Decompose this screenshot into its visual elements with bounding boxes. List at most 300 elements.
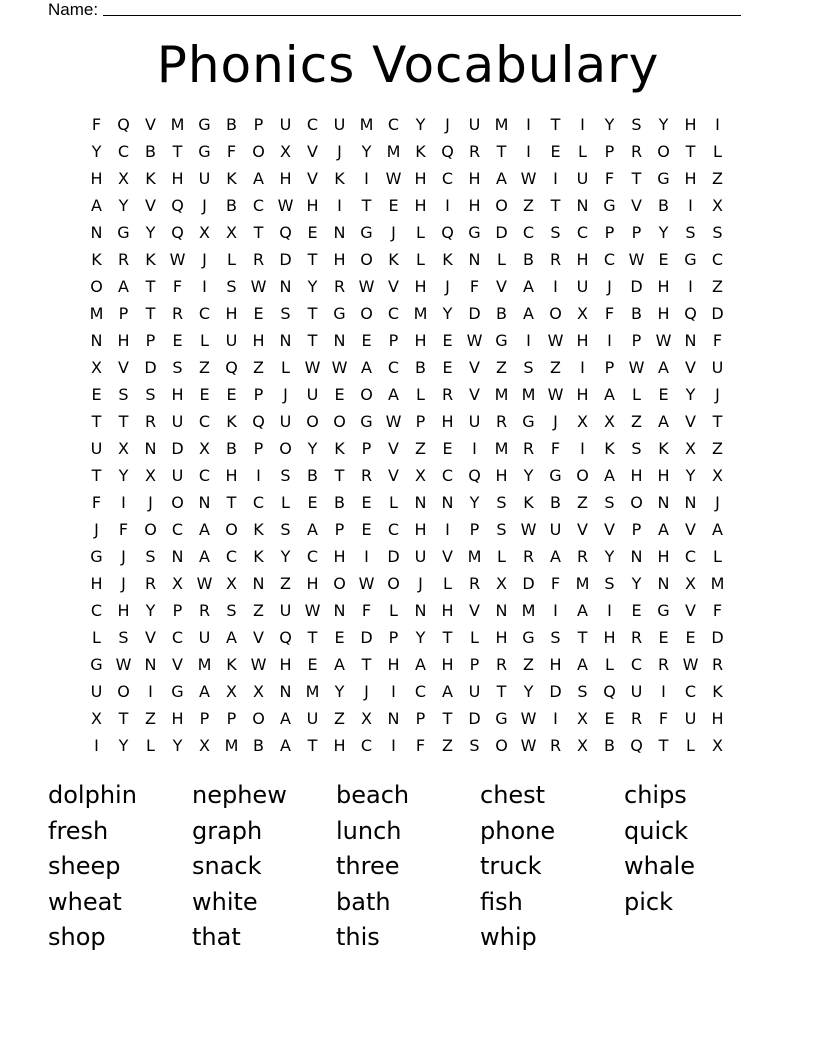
grid-letter[interactable]: F: [550, 439, 561, 458]
grid-letter[interactable]: I: [607, 331, 612, 350]
grid-letter[interactable]: P: [469, 655, 480, 674]
grid-letter[interactable]: L: [416, 250, 425, 269]
grid-letter[interactable]: J: [391, 223, 396, 242]
grid-letter[interactable]: H: [414, 169, 427, 188]
grid-letter[interactable]: A: [577, 601, 588, 620]
grid-letter[interactable]: T: [712, 412, 723, 431]
grid-letter[interactable]: U: [198, 169, 211, 188]
grid-letter[interactable]: Z: [523, 196, 534, 215]
grid-letter[interactable]: Y: [145, 223, 156, 242]
grid-letter[interactable]: O: [630, 493, 643, 512]
grid-letter[interactable]: V: [172, 655, 183, 674]
grid-letter[interactable]: L: [416, 223, 425, 242]
grid-letter[interactable]: D: [495, 223, 508, 242]
grid-letter[interactable]: M: [494, 115, 509, 134]
grid-letter[interactable]: S: [226, 601, 237, 620]
grid-letter[interactable]: I: [391, 682, 396, 701]
grid-letter[interactable]: C: [630, 655, 643, 674]
grid-letter[interactable]: P: [334, 520, 345, 539]
grid-letter[interactable]: B: [334, 493, 345, 512]
grid-letter[interactable]: A: [388, 385, 399, 404]
grid-letter[interactable]: J: [715, 385, 720, 404]
grid-letter[interactable]: H: [441, 655, 454, 674]
grid-letter[interactable]: O: [360, 304, 373, 323]
grid-letter[interactable]: X: [712, 736, 723, 755]
grid-letter[interactable]: M: [89, 304, 104, 323]
grid-letter[interactable]: H: [468, 196, 481, 215]
grid-letter[interactable]: Q: [603, 682, 616, 701]
grid-letter[interactable]: J: [607, 277, 612, 296]
grid-letter[interactable]: L: [497, 250, 506, 269]
grid-letter[interactable]: R: [522, 439, 535, 458]
grid-letter[interactable]: Z: [253, 601, 264, 620]
grid-letter[interactable]: G: [360, 412, 373, 431]
grid-letter[interactable]: F: [172, 277, 183, 296]
grid-letter[interactable]: U: [630, 682, 643, 701]
grid-letter[interactable]: P: [604, 223, 615, 242]
grid-letter[interactable]: H: [333, 736, 346, 755]
grid-letter[interactable]: H: [711, 709, 724, 728]
grid-letter[interactable]: U: [576, 169, 589, 188]
grid-letter[interactable]: N: [414, 601, 427, 620]
grid-letter[interactable]: D: [549, 682, 562, 701]
grid-letter[interactable]: K: [604, 439, 615, 458]
grid-letter[interactable]: F: [91, 115, 102, 134]
grid-letter[interactable]: G: [171, 682, 184, 701]
grid-letter[interactable]: Z: [550, 358, 561, 377]
grid-letter[interactable]: S: [469, 736, 480, 755]
grid-letter[interactable]: H: [468, 169, 481, 188]
grid-letter[interactable]: R: [630, 709, 643, 728]
grid-letter[interactable]: G: [522, 628, 535, 647]
grid-letter[interactable]: S: [523, 358, 534, 377]
grid-letter[interactable]: A: [280, 736, 291, 755]
grid-letter[interactable]: A: [577, 655, 588, 674]
grid-letter[interactable]: H: [657, 277, 670, 296]
grid-letter[interactable]: V: [145, 196, 156, 215]
grid-letter[interactable]: C: [387, 358, 400, 377]
grid-letter[interactable]: D: [630, 277, 643, 296]
grid-letter[interactable]: X: [226, 682, 237, 701]
grid-letter[interactable]: Y: [118, 196, 129, 215]
grid-letter[interactable]: I: [526, 115, 531, 134]
grid-letter[interactable]: T: [334, 466, 345, 485]
grid-letter[interactable]: B: [604, 736, 615, 755]
grid-letter[interactable]: A: [550, 547, 561, 566]
grid-letter[interactable]: A: [496, 169, 507, 188]
grid-letter[interactable]: A: [199, 682, 210, 701]
grid-letter[interactable]: T: [172, 142, 183, 161]
grid-letter[interactable]: G: [495, 709, 508, 728]
grid-letter[interactable]: J: [121, 574, 126, 593]
grid-letter[interactable]: V: [685, 412, 696, 431]
grid-letter[interactable]: W: [547, 385, 564, 404]
grid-letter[interactable]: K: [415, 142, 426, 161]
grid-letter[interactable]: X: [685, 574, 696, 593]
grid-letter[interactable]: G: [603, 196, 616, 215]
grid-letter[interactable]: Y: [685, 466, 696, 485]
grid-letter[interactable]: H: [657, 547, 670, 566]
grid-letter[interactable]: P: [145, 331, 156, 350]
grid-letter[interactable]: C: [252, 493, 265, 512]
grid-letter[interactable]: H: [171, 385, 184, 404]
grid-letter[interactable]: H: [495, 628, 508, 647]
grid-letter[interactable]: V: [442, 547, 453, 566]
grid-letter[interactable]: M: [467, 547, 482, 566]
grid-letter[interactable]: L: [92, 628, 101, 647]
grid-letter[interactable]: T: [307, 304, 318, 323]
grid-letter[interactable]: G: [684, 250, 697, 269]
grid-letter[interactable]: Q: [252, 412, 265, 431]
grid-letter[interactable]: A: [712, 520, 723, 539]
grid-letter[interactable]: H: [333, 547, 346, 566]
grid-letter[interactable]: B: [253, 736, 264, 755]
grid-letter[interactable]: N: [198, 493, 211, 512]
grid-letter[interactable]: T: [91, 466, 102, 485]
grid-letter[interactable]: A: [523, 304, 534, 323]
grid-letter[interactable]: T: [118, 709, 129, 728]
grid-letter[interactable]: V: [685, 520, 696, 539]
grid-letter[interactable]: G: [549, 466, 562, 485]
grid-letter[interactable]: D: [360, 628, 373, 647]
grid-letter[interactable]: W: [520, 709, 537, 728]
grid-letter[interactable]: Y: [118, 466, 129, 485]
grid-letter[interactable]: J: [94, 520, 99, 539]
grid-letter[interactable]: P: [253, 115, 264, 134]
grid-letter[interactable]: N: [387, 709, 400, 728]
grid-letter[interactable]: V: [631, 196, 642, 215]
grid-letter[interactable]: I: [391, 736, 396, 755]
grid-letter[interactable]: R: [549, 736, 562, 755]
grid-letter[interactable]: W: [385, 169, 402, 188]
grid-letter[interactable]: Y: [118, 736, 129, 755]
grid-letter[interactable]: E: [631, 601, 642, 620]
grid-letter[interactable]: I: [580, 358, 585, 377]
grid-letter[interactable]: N: [90, 331, 103, 350]
grid-letter[interactable]: H: [414, 277, 427, 296]
grid-letter[interactable]: Q: [441, 142, 454, 161]
grid-letter[interactable]: D: [468, 304, 481, 323]
grid-letter[interactable]: W: [115, 655, 132, 674]
grid-letter[interactable]: R: [522, 547, 535, 566]
grid-letter[interactable]: I: [94, 736, 99, 755]
grid-letter[interactable]: L: [470, 628, 479, 647]
grid-letter[interactable]: I: [553, 709, 558, 728]
grid-letter[interactable]: R: [495, 655, 508, 674]
grid-letter[interactable]: Z: [712, 169, 723, 188]
grid-letter[interactable]: B: [658, 196, 669, 215]
grid-letter[interactable]: E: [442, 439, 453, 458]
grid-letter[interactable]: I: [364, 169, 369, 188]
grid-letter[interactable]: T: [361, 196, 372, 215]
grid-letter[interactable]: W: [304, 601, 321, 620]
grid-letter[interactable]: O: [657, 142, 670, 161]
grid-letter[interactable]: X: [118, 439, 129, 458]
grid-letter[interactable]: H: [333, 250, 346, 269]
grid-letter[interactable]: H: [576, 250, 589, 269]
grid-letter[interactable]: I: [337, 196, 342, 215]
grid-letter[interactable]: U: [90, 439, 103, 458]
grid-letter[interactable]: R: [630, 142, 643, 161]
grid-letter[interactable]: N: [144, 439, 157, 458]
grid-letter[interactable]: M: [575, 574, 590, 593]
grid-letter[interactable]: W: [520, 736, 537, 755]
grid-letter[interactable]: S: [604, 574, 615, 593]
grid-letter[interactable]: Q: [225, 358, 238, 377]
grid-letter[interactable]: N: [468, 250, 481, 269]
grid-letter[interactable]: O: [333, 574, 346, 593]
grid-letter[interactable]: D: [279, 250, 292, 269]
grid-letter[interactable]: E: [550, 142, 561, 161]
grid-letter[interactable]: T: [442, 628, 453, 647]
grid-letter[interactable]: O: [279, 439, 292, 458]
grid-letter[interactable]: C: [522, 223, 535, 242]
grid-letter[interactable]: I: [364, 547, 369, 566]
grid-letter[interactable]: R: [198, 601, 211, 620]
grid-letter[interactable]: A: [658, 412, 669, 431]
grid-letter[interactable]: X: [361, 709, 372, 728]
grid-letter[interactable]: A: [658, 520, 669, 539]
grid-letter[interactable]: K: [442, 250, 453, 269]
grid-letter[interactable]: X: [577, 412, 588, 431]
grid-letter[interactable]: M: [359, 115, 374, 134]
grid-letter[interactable]: W: [682, 655, 699, 674]
grid-letter[interactable]: U: [576, 277, 589, 296]
grid-letter[interactable]: R: [252, 250, 265, 269]
grid-letter[interactable]: K: [712, 682, 723, 701]
grid-letter[interactable]: Z: [145, 709, 156, 728]
grid-letter[interactable]: E: [658, 250, 669, 269]
grid-letter[interactable]: B: [523, 250, 534, 269]
grid-letter[interactable]: W: [250, 655, 267, 674]
grid-letter[interactable]: C: [198, 412, 211, 431]
grid-letter[interactable]: W: [169, 250, 186, 269]
grid-letter[interactable]: R: [549, 250, 562, 269]
grid-letter[interactable]: R: [468, 574, 481, 593]
grid-letter[interactable]: T: [442, 709, 453, 728]
grid-letter[interactable]: O: [360, 250, 373, 269]
grid-letter[interactable]: T: [253, 223, 264, 242]
grid-letter[interactable]: R: [117, 250, 130, 269]
grid-letter[interactable]: C: [387, 304, 400, 323]
grid-letter[interactable]: N: [657, 574, 670, 593]
grid-letter[interactable]: H: [117, 331, 130, 350]
grid-letter[interactable]: B: [307, 466, 318, 485]
grid-letter[interactable]: H: [252, 331, 265, 350]
grid-letter[interactable]: H: [117, 601, 130, 620]
grid-letter[interactable]: S: [145, 385, 156, 404]
grid-letter[interactable]: U: [279, 601, 292, 620]
grid-letter[interactable]: Z: [496, 358, 507, 377]
grid-letter[interactable]: Z: [712, 277, 723, 296]
grid-letter[interactable]: N: [252, 574, 265, 593]
grid-letter[interactable]: C: [684, 547, 697, 566]
grid-letter[interactable]: L: [281, 358, 290, 377]
name-field[interactable]: [48, 0, 741, 20]
grid-letter[interactable]: V: [388, 277, 399, 296]
grid-letter[interactable]: R: [495, 412, 508, 431]
grid-letter[interactable]: U: [468, 682, 481, 701]
grid-letter[interactable]: A: [91, 196, 102, 215]
grid-letter[interactable]: I: [553, 277, 558, 296]
grid-letter[interactable]: W: [304, 358, 321, 377]
grid-letter[interactable]: Q: [630, 736, 643, 755]
grid-letter[interactable]: T: [145, 304, 156, 323]
grid-letter[interactable]: I: [148, 682, 153, 701]
grid-letter[interactable]: E: [91, 385, 102, 404]
grid-letter[interactable]: S: [712, 223, 723, 242]
grid-letter[interactable]: G: [495, 331, 508, 350]
grid-letter[interactable]: J: [121, 547, 126, 566]
grid-letter[interactable]: A: [307, 520, 318, 539]
name-underline[interactable]: [103, 0, 741, 16]
grid-letter[interactable]: Q: [441, 223, 454, 242]
grid-letter[interactable]: E: [388, 196, 399, 215]
grid-letter[interactable]: V: [685, 358, 696, 377]
grid-letter[interactable]: V: [496, 277, 507, 296]
grid-letter[interactable]: U: [333, 115, 346, 134]
grid-letter[interactable]: C: [360, 736, 373, 755]
grid-letter[interactable]: R: [144, 574, 157, 593]
grid-letter[interactable]: X: [199, 439, 210, 458]
grid-letter[interactable]: F: [118, 520, 129, 539]
grid-letter[interactable]: D: [387, 547, 400, 566]
grid-letter[interactable]: S: [280, 304, 291, 323]
grid-letter[interactable]: C: [225, 547, 238, 566]
grid-letter[interactable]: Y: [604, 115, 615, 134]
grid-letter[interactable]: C: [387, 520, 400, 539]
grid-letter[interactable]: M: [386, 142, 401, 161]
grid-letter[interactable]: Y: [442, 304, 453, 323]
grid-letter[interactable]: O: [549, 304, 562, 323]
grid-letter[interactable]: O: [252, 142, 265, 161]
grid-letter[interactable]: R: [711, 655, 724, 674]
grid-letter[interactable]: P: [253, 439, 264, 458]
grid-letter[interactable]: N: [684, 331, 697, 350]
grid-letter[interactable]: C: [90, 601, 103, 620]
grid-letter[interactable]: Y: [361, 142, 372, 161]
grid-letter[interactable]: T: [496, 142, 507, 161]
grid-letter[interactable]: Y: [307, 439, 318, 458]
grid-letter[interactable]: L: [443, 574, 452, 593]
grid-letter[interactable]: W: [520, 169, 537, 188]
grid-letter[interactable]: N: [279, 331, 292, 350]
grid-letter[interactable]: V: [685, 601, 696, 620]
grid-letter[interactable]: H: [576, 331, 589, 350]
grid-letter[interactable]: R: [171, 304, 184, 323]
grid-letter[interactable]: T: [91, 412, 102, 431]
grid-letter[interactable]: H: [306, 574, 319, 593]
grid-letter[interactable]: H: [603, 628, 616, 647]
grid-letter[interactable]: I: [121, 493, 126, 512]
grid-letter[interactable]: G: [117, 223, 130, 242]
grid-letter[interactable]: G: [522, 412, 535, 431]
grid-letter[interactable]: E: [307, 655, 318, 674]
grid-letter[interactable]: L: [416, 385, 425, 404]
grid-letter[interactable]: X: [91, 358, 102, 377]
grid-letter[interactable]: E: [199, 385, 210, 404]
grid-letter[interactable]: X: [712, 196, 723, 215]
grid-letter[interactable]: N: [414, 493, 427, 512]
grid-letter[interactable]: D: [171, 439, 184, 458]
grid-letter[interactable]: H: [171, 709, 184, 728]
grid-letter[interactable]: J: [148, 493, 153, 512]
grid-letter[interactable]: N: [495, 601, 508, 620]
grid-letter[interactable]: B: [550, 493, 561, 512]
grid-letter[interactable]: A: [334, 655, 345, 674]
grid-letter[interactable]: T: [307, 736, 318, 755]
grid-letter[interactable]: J: [364, 682, 369, 701]
grid-letter[interactable]: C: [603, 250, 616, 269]
grid-letter[interactable]: A: [523, 277, 534, 296]
grid-letter[interactable]: M: [494, 439, 509, 458]
grid-letter[interactable]: Z: [523, 655, 534, 674]
grid-letter[interactable]: M: [305, 682, 320, 701]
grid-letter[interactable]: E: [658, 628, 669, 647]
grid-letter[interactable]: L: [605, 655, 614, 674]
grid-letter[interactable]: F: [415, 736, 426, 755]
grid-letter[interactable]: O: [225, 520, 238, 539]
grid-letter[interactable]: N: [279, 277, 292, 296]
grid-letter[interactable]: K: [334, 439, 345, 458]
grid-letter[interactable]: P: [172, 601, 183, 620]
grid-letter[interactable]: M: [521, 385, 536, 404]
grid-letter[interactable]: I: [688, 196, 693, 215]
grid-letter[interactable]: R: [657, 655, 670, 674]
grid-letter[interactable]: B: [226, 115, 237, 134]
grid-letter[interactable]: S: [604, 493, 615, 512]
grid-letter[interactable]: S: [685, 223, 696, 242]
grid-letter[interactable]: R: [468, 142, 481, 161]
grid-letter[interactable]: Y: [469, 493, 480, 512]
grid-letter[interactable]: U: [684, 709, 697, 728]
grid-letter[interactable]: H: [279, 169, 292, 188]
grid-letter[interactable]: A: [199, 547, 210, 566]
grid-letter[interactable]: A: [226, 628, 237, 647]
grid-letter[interactable]: K: [145, 250, 156, 269]
grid-letter[interactable]: H: [414, 520, 427, 539]
grid-letter[interactable]: R: [144, 412, 157, 431]
grid-letter[interactable]: B: [631, 304, 642, 323]
grid-letter[interactable]: P: [631, 520, 642, 539]
grid-letter[interactable]: N: [333, 331, 346, 350]
grid-letter[interactable]: U: [549, 520, 562, 539]
grid-letter[interactable]: O: [333, 412, 346, 431]
grid-letter[interactable]: K: [523, 493, 534, 512]
grid-letter[interactable]: J: [715, 493, 720, 512]
grid-letter[interactable]: S: [631, 439, 642, 458]
grid-letter[interactable]: Z: [442, 736, 453, 755]
grid-letter[interactable]: U: [225, 331, 238, 350]
grid-letter[interactable]: Q: [279, 628, 292, 647]
grid-letter[interactable]: O: [576, 466, 589, 485]
grid-letter[interactable]: J: [553, 412, 558, 431]
grid-letter[interactable]: C: [684, 682, 697, 701]
grid-letter[interactable]: P: [469, 520, 480, 539]
grid-letter[interactable]: B: [415, 358, 426, 377]
grid-letter[interactable]: C: [252, 196, 265, 215]
grid-letter[interactable]: R: [630, 628, 643, 647]
grid-letter[interactable]: K: [145, 169, 156, 188]
grid-letter[interactable]: Q: [468, 466, 481, 485]
grid-letter[interactable]: U: [468, 412, 481, 431]
grid-letter[interactable]: T: [118, 412, 129, 431]
grid-letter[interactable]: V: [469, 358, 480, 377]
grid-letter[interactable]: T: [550, 115, 561, 134]
grid-letter[interactable]: U: [711, 358, 724, 377]
grid-letter[interactable]: W: [520, 520, 537, 539]
grid-letter[interactable]: E: [334, 628, 345, 647]
